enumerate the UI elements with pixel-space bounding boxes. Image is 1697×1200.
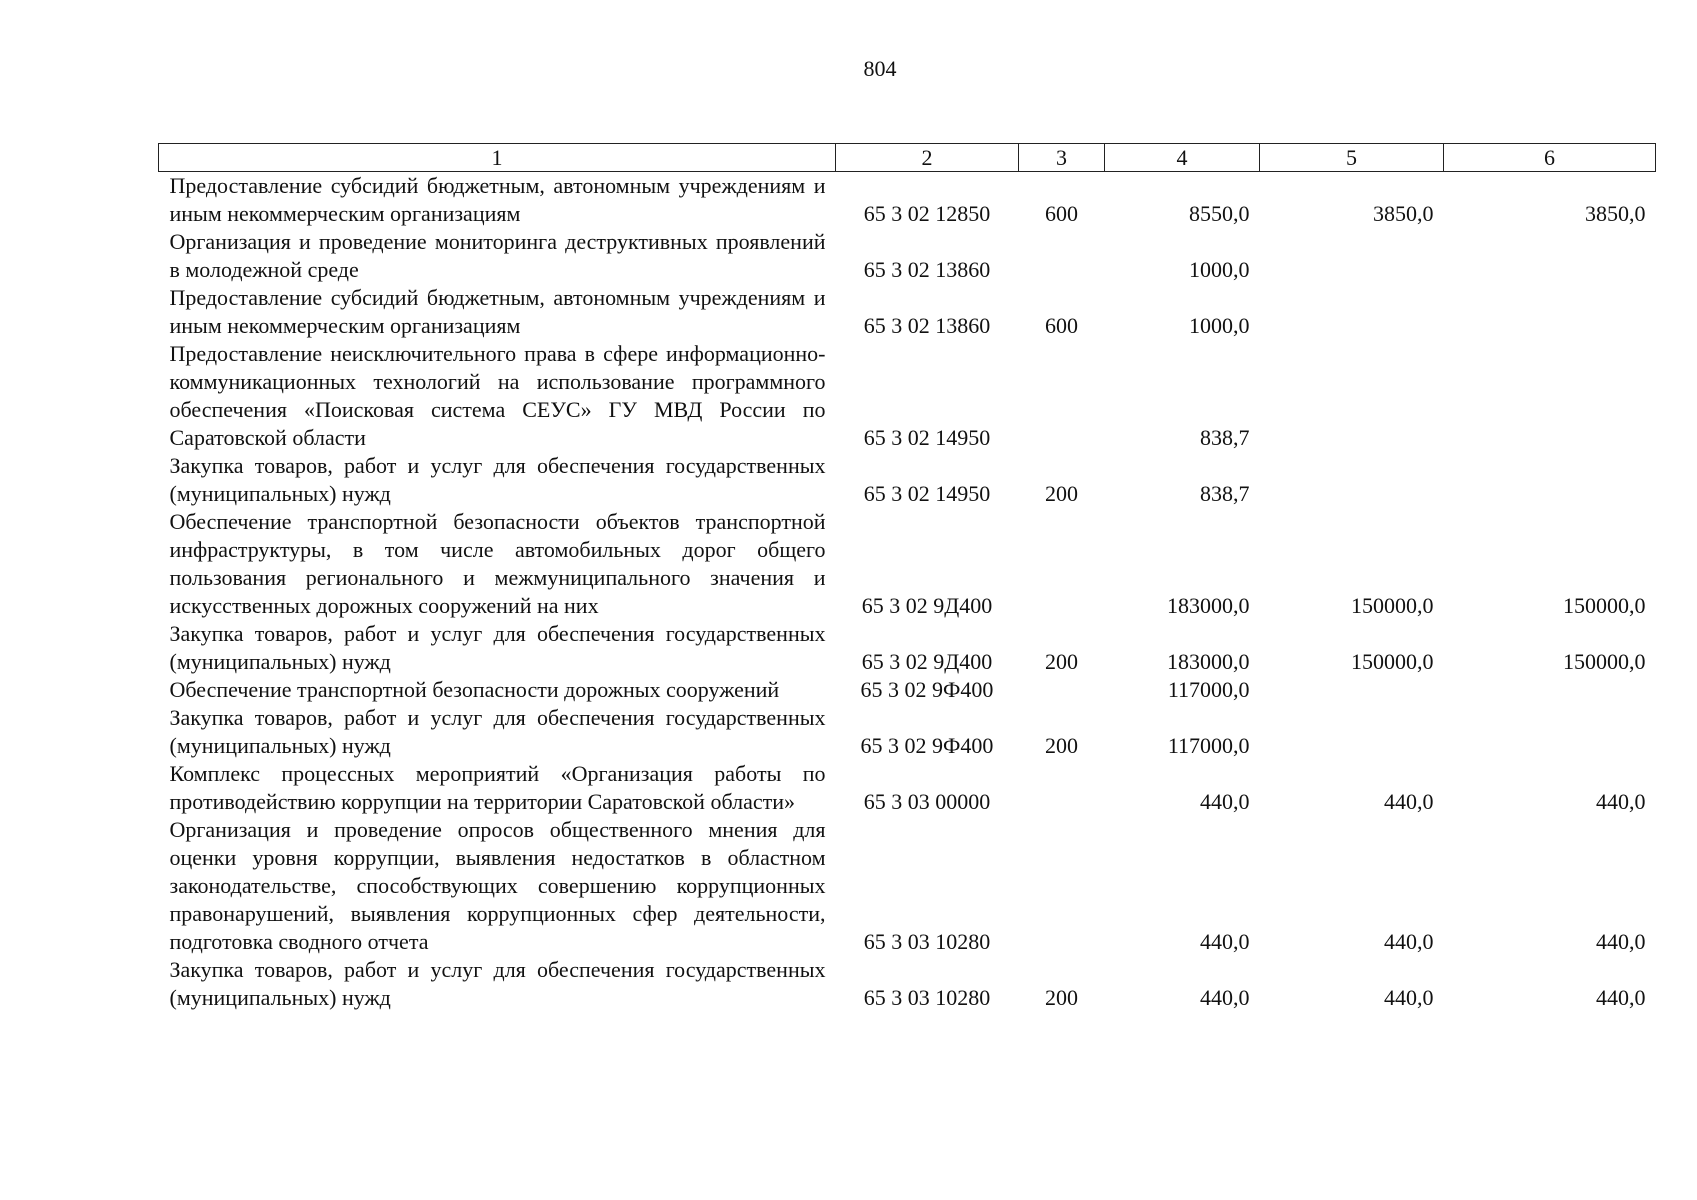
row-amount-col6	[1444, 452, 1656, 508]
row-target-code: 65 3 02 9Д400	[861, 649, 993, 674]
table-row	[159, 704, 1656, 760]
table-row	[159, 228, 1656, 284]
row-amount-col4: 440,0	[1200, 985, 1250, 1010]
row-amount-col5: 440,0	[1384, 789, 1434, 814]
row-target-code: 65 3 03 10280	[863, 929, 991, 954]
row-amount-col4: 440,0	[1200, 929, 1250, 954]
row-amount-col4: 8550,0	[1189, 201, 1250, 226]
row-amount-col6: 440,0	[1596, 929, 1646, 954]
row-description: Комплекс процессных мероприятий «Организация работы по противодействию коррупции на территории Саратовской области»	[169, 761, 826, 814]
column-header-1: 1	[159, 144, 836, 172]
row-amount-col6	[1444, 340, 1656, 452]
row-amount-col6	[1444, 676, 1656, 704]
table-row	[159, 284, 1656, 340]
row-expense-type: 600	[1045, 313, 1078, 338]
header-row	[159, 144, 1656, 172]
row-amount-col4: 183000,0	[1167, 593, 1250, 618]
row-description: Предоставление неисключительного права в сфере информационно-коммуникационных технологий на использование программного обеспечения «Поисковая система СЕУС» ГУ МВД России по Саратовской области	[169, 341, 826, 450]
row-amount-col4: 838,7	[1200, 481, 1250, 506]
row-description: Организация и проведение опросов общественного мнения для оценки уровня коррупции, выявления недостатков в областном законодательстве, способствующих совершению коррупционных правонарушений, выявления коррупционных сфер деятельности, подготовка сводного отчета	[169, 817, 826, 954]
row-amount-col5	[1260, 340, 1444, 452]
row-amount-col4: 838,7	[1200, 425, 1250, 450]
row-amount-col4: 440,0	[1200, 789, 1250, 814]
row-expense-type	[1019, 816, 1105, 956]
row-description: Закупка товаров, работ и услуг для обеспечения государственных (муниципальных) нужд	[169, 621, 826, 674]
table-body	[159, 172, 1656, 1013]
column-header-6: 6	[1444, 144, 1656, 172]
row-expense-type	[1019, 228, 1105, 284]
row-amount-col5: 150000,0	[1351, 649, 1434, 674]
row-amount-col5: 3850,0	[1373, 201, 1434, 226]
row-expense-type	[1019, 508, 1105, 620]
row-amount-col6: 440,0	[1596, 789, 1646, 814]
row-target-code: 65 3 02 9Ф400	[860, 677, 994, 702]
row-description: Предоставление субсидий бюджетным, автономным учреждениям и иным некоммерческим организациям	[169, 173, 826, 226]
row-amount-col4: 1000,0	[1189, 313, 1250, 338]
table-row	[159, 172, 1656, 229]
row-amount-col6: 150000,0	[1563, 593, 1646, 618]
row-amount-col5	[1260, 452, 1444, 508]
row-amount-col4: 183000,0	[1167, 649, 1250, 674]
row-amount-col5	[1260, 676, 1444, 704]
row-description: Закупка товаров, работ и услуг для обеспечения государственных (муниципальных) нужд	[169, 705, 826, 758]
row-amount-col6: 150000,0	[1563, 649, 1646, 674]
budget-table	[158, 143, 1656, 1012]
row-amount-col6: 3850,0	[1585, 201, 1646, 226]
row-amount-col5: 440,0	[1384, 985, 1434, 1010]
column-header-4: 4	[1105, 144, 1260, 172]
table-row	[159, 676, 1656, 704]
row-target-code: 65 3 02 9Ф400	[860, 733, 994, 758]
row-description: Предоставление субсидий бюджетным, автономным учреждениям и иным некоммерческим организациям	[169, 285, 826, 338]
row-target-code: 65 3 02 9Д400	[861, 593, 993, 618]
row-target-code: 65 3 02 13860	[863, 313, 991, 338]
table-row	[159, 620, 1656, 676]
row-expense-type: 200	[1045, 481, 1078, 506]
row-description: Закупка товаров, работ и услуг для обеспечения государственных (муниципальных) нужд	[169, 957, 826, 1010]
row-expense-type	[1019, 676, 1105, 704]
row-amount-col6: 440,0	[1596, 985, 1646, 1010]
row-expense-type: 200	[1045, 985, 1078, 1010]
table-row	[159, 508, 1656, 620]
row-amount-col4: 117000,0	[1167, 677, 1250, 702]
row-description: Обеспечение транспортной безопасности объектов транспортной инфраструктуры, в том числе автомобильных дорог общего пользования регионального и межмуниципального значения и искусственных дорожных сооружений на них	[169, 509, 826, 618]
row-amount-col6	[1444, 704, 1656, 760]
row-amount-col6	[1444, 284, 1656, 340]
row-amount-col4: 1000,0	[1189, 257, 1250, 282]
row-expense-type	[1019, 760, 1105, 816]
column-header-3: 3	[1019, 144, 1105, 172]
row-expense-type: 200	[1045, 649, 1078, 674]
row-description: Закупка товаров, работ и услуг для обеспечения государственных (муниципальных) нужд	[169, 453, 826, 506]
row-target-code: 65 3 03 10280	[863, 985, 991, 1010]
row-amount-col5	[1260, 284, 1444, 340]
column-header-5: 5	[1260, 144, 1444, 172]
table-header	[159, 144, 1656, 172]
row-amount-col5: 440,0	[1384, 929, 1434, 954]
row-description: Обеспечение транспортной безопасности дорожных сооружений	[169, 677, 780, 702]
row-target-code: 65 3 02 14950	[863, 425, 991, 450]
row-expense-type: 600	[1045, 201, 1078, 226]
row-expense-type	[1019, 340, 1105, 452]
row-target-code: 65 3 02 14950	[863, 481, 991, 506]
table-row	[159, 816, 1656, 956]
column-header-2: 2	[836, 144, 1019, 172]
table-row	[159, 340, 1656, 452]
row-description: Организация и проведение мониторинга деструктивных проявлений в молодежной среде	[169, 229, 826, 282]
table-row	[159, 452, 1656, 508]
row-amount-col5	[1260, 228, 1444, 284]
row-amount-col5	[1260, 704, 1444, 760]
row-amount-col6	[1444, 228, 1656, 284]
row-target-code: 65 3 03 00000	[863, 789, 991, 814]
table-row	[159, 956, 1656, 1012]
row-target-code: 65 3 02 13860	[863, 257, 991, 282]
row-amount-col4: 117000,0	[1167, 733, 1250, 758]
row-amount-col5: 150000,0	[1351, 593, 1434, 618]
row-target-code: 65 3 02 12850	[863, 201, 991, 226]
row-expense-type: 200	[1045, 733, 1078, 758]
table-row	[159, 760, 1656, 816]
page-number: 804	[863, 56, 897, 81]
